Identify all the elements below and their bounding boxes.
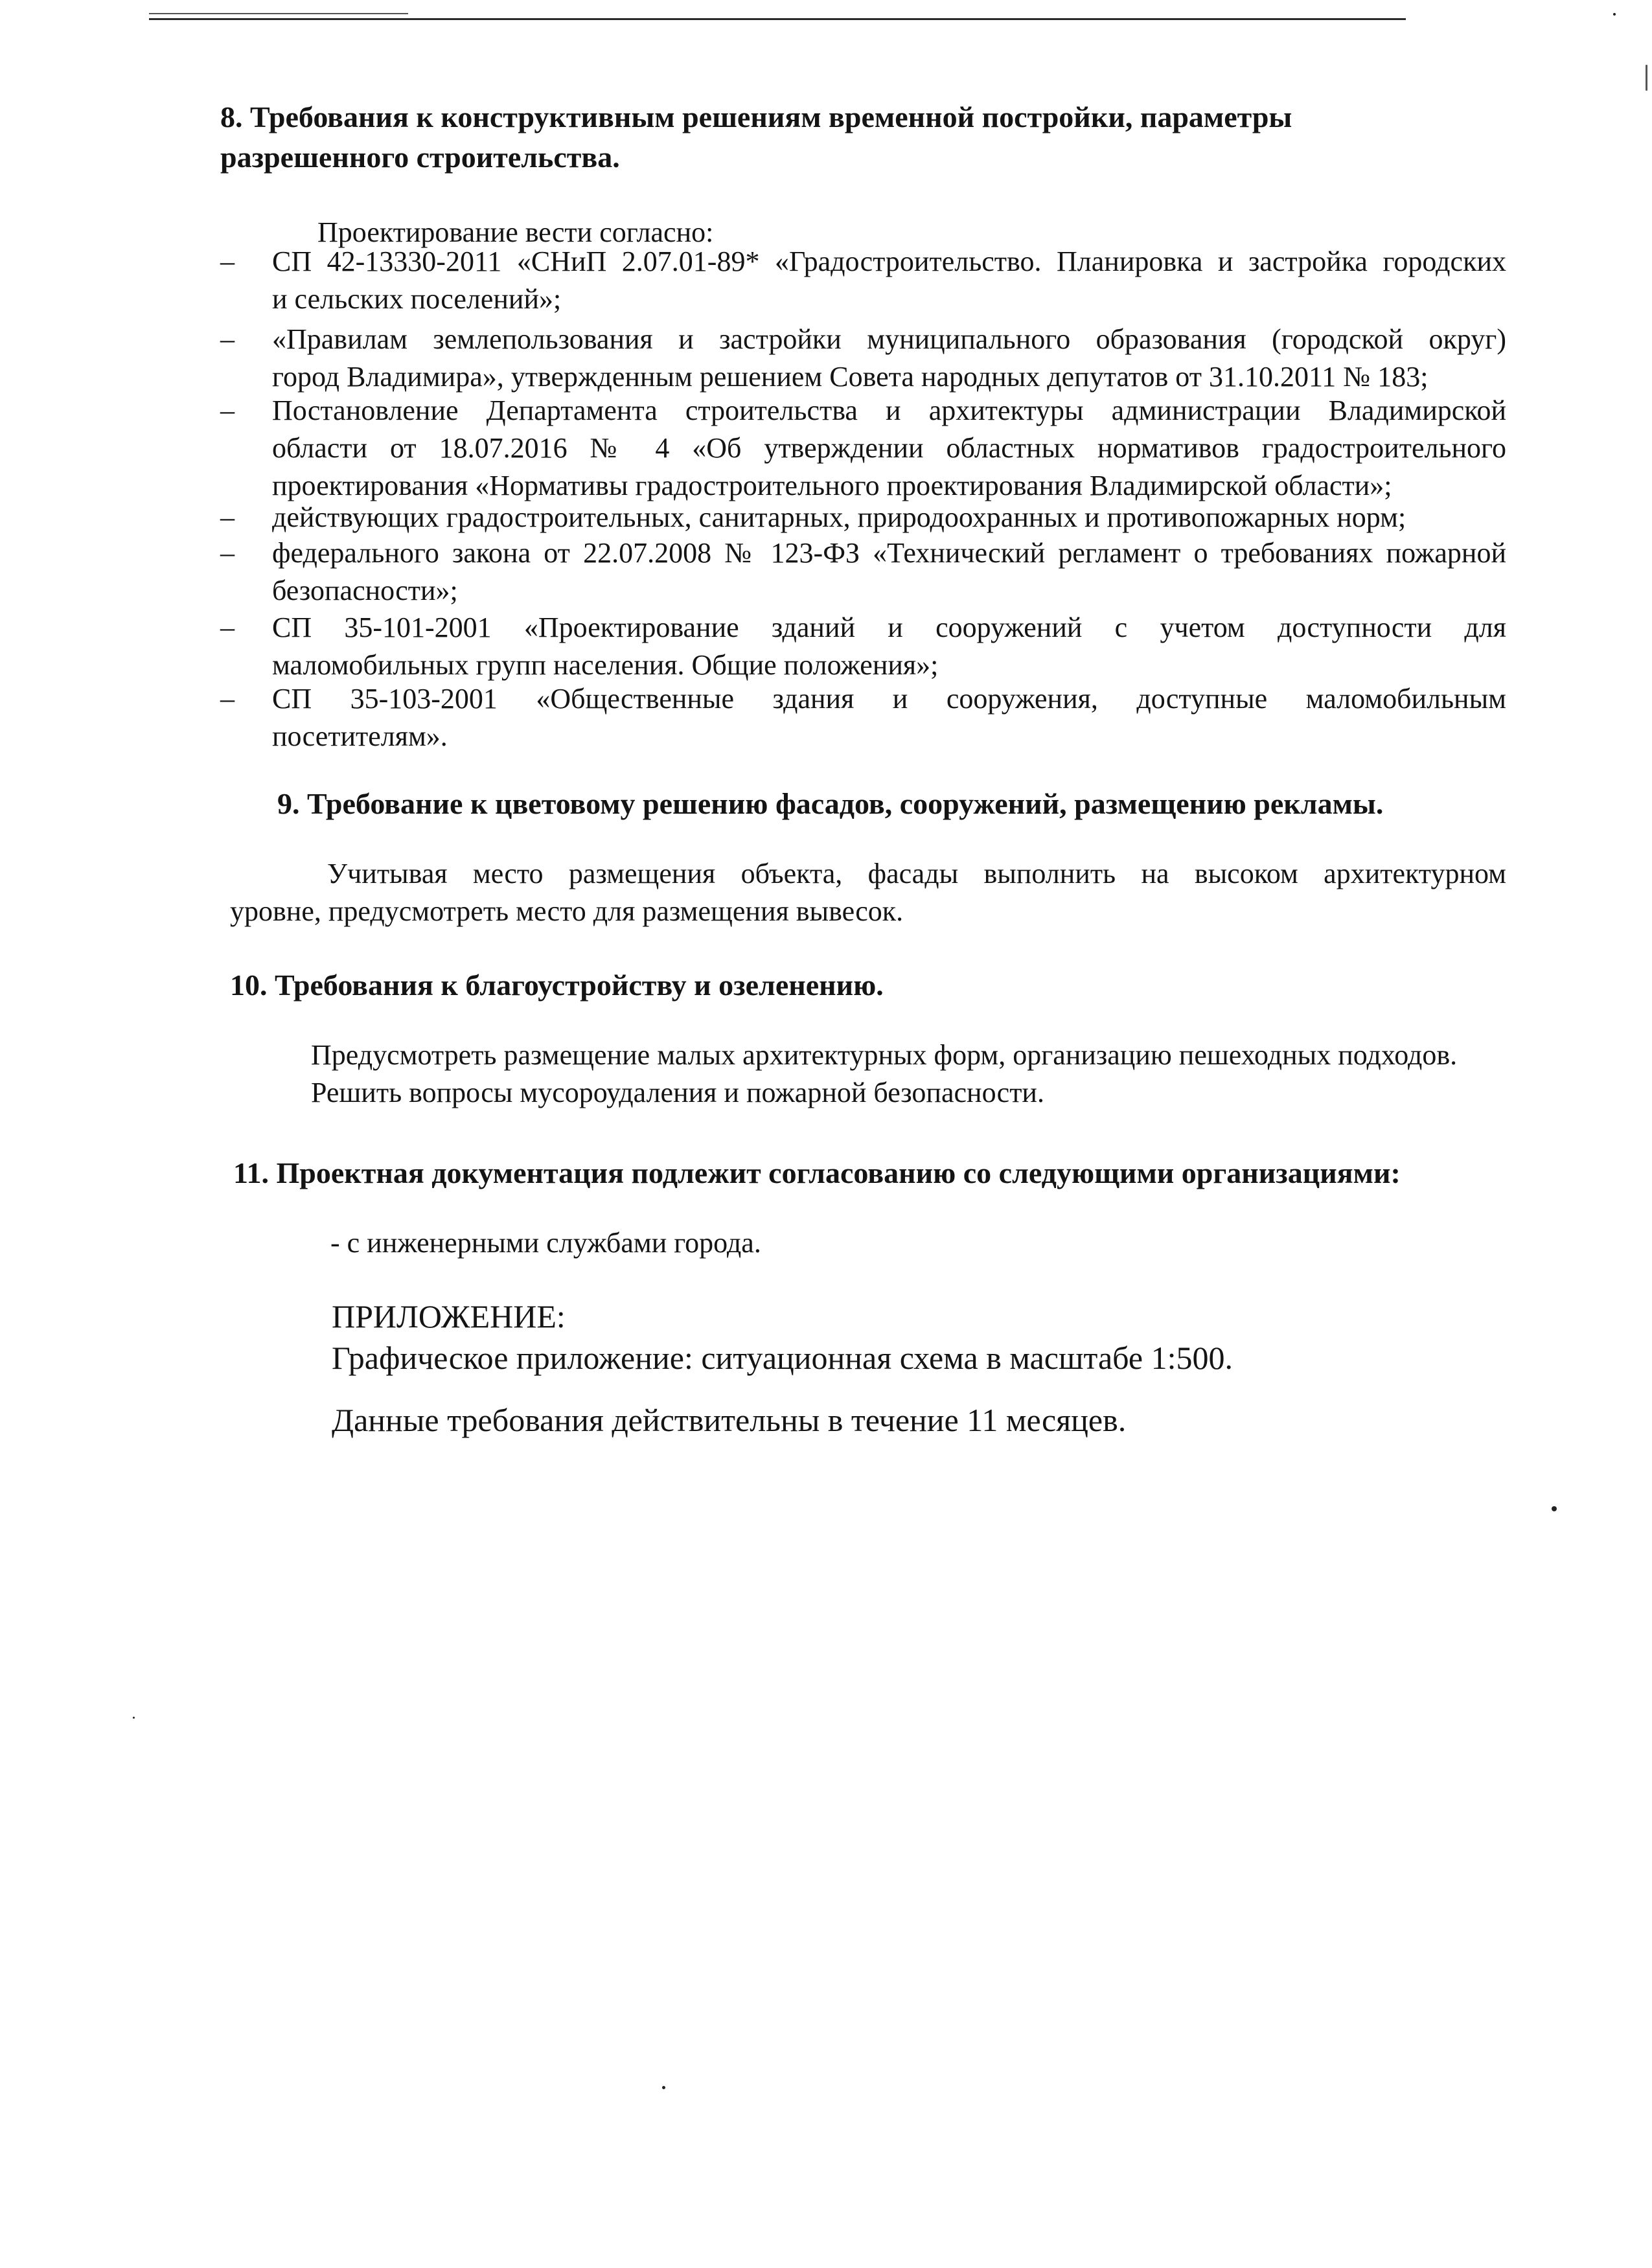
list-item-text <box>272 243 1506 318</box>
list-dash: – <box>220 246 235 277</box>
list-item-line: «Правилам землепользования и застройки муниципального образования (городской округ) <box>272 323 1506 355</box>
list-item-line: действующих градостроительных, санитарных, природоохранных и противопожарных норм; <box>272 501 1406 533</box>
appendix-graphic: Графическое приложение: ситуационная схема в масштабе 1:500. <box>332 1340 1233 1376</box>
appendix-title: ПРИЛОЖЕНИЕ: <box>332 1298 566 1334</box>
section-8-heading <box>220 97 1490 178</box>
list-item-line: СП 35-101-2001 «Проектирование зданий и сооружений с учетом доступности для <box>272 612 1506 643</box>
list-dash: – <box>220 683 235 715</box>
section-10-heading: 10. Требования к благоустройству и озеленению. <box>230 968 884 1002</box>
list-item-text <box>272 499 1506 536</box>
section-9-line2: уровне, предусмотреть место для размещения вывесок. <box>230 895 904 927</box>
list-item-line: маломобильных групп населения. Общие положения»; <box>272 649 939 681</box>
scan-speck <box>662 2086 665 2089</box>
section-11-heading: 11. Проектная документация подлежит согласованию со следующими организациями: <box>233 1156 1401 1189</box>
list-item-line: и сельских поселений»; <box>272 283 562 315</box>
scan-speck <box>133 1717 135 1719</box>
list-item-line: федерального закона от 22.07.2008 № 123-ФЗ «Технический регламент о требованиях пожарной <box>272 537 1506 569</box>
top-rule-short <box>149 13 408 14</box>
list-dash: – <box>220 501 235 533</box>
section-10-line2: Решить вопросы мусороудаления и пожарной безопасности. <box>311 1077 1044 1108</box>
section-9-heading: 9. Требование к цветовому решению фасадов, сооружений, размещению рекламы. <box>277 787 1384 820</box>
list-item-text <box>272 321 1506 396</box>
scan-speck <box>1613 13 1616 16</box>
list-item-line: СП 42-13330-2011 «СНиП 2.07.01-89* «Градостроительство. Планировка и застройка городских <box>272 246 1506 277</box>
section-8-intro: Проектирование вести согласно: <box>317 216 714 248</box>
section-8-heading-line2: разрешенного строительства. <box>220 141 620 174</box>
section-10-line1: Предусмотреть размещение малых архитектурных форм, организацию пешеходных подходов. <box>311 1039 1458 1071</box>
list-item-text <box>272 680 1506 755</box>
list-dash: – <box>220 537 235 569</box>
section-8-heading-line1: 8. Требования к конструктивным решениям временной постройки, параметры <box>220 100 1292 133</box>
list-dash: – <box>220 395 235 426</box>
section-11-item: - с инженерными службами города. <box>330 1227 761 1259</box>
list-item-text <box>272 534 1506 610</box>
scan-speck <box>1552 1506 1557 1511</box>
list-dash: – <box>220 612 235 643</box>
list-item-line: посетителям». <box>272 720 448 752</box>
list-item-line: город Владимира», утвержденным решением Совета народных депутатов от 31.10.2011 № 183; <box>272 361 1428 393</box>
list-item-line: проектирования «Нормативы градостроительного проектирования Владимирской области»; <box>272 470 1392 501</box>
top-rule <box>149 18 1406 20</box>
list-dash: – <box>220 323 235 355</box>
list-item-text <box>272 392 1506 505</box>
list-item-line: СП 35-103-2001 «Общественные здания и сооружения, доступные маломобильным <box>272 683 1506 715</box>
list-item-line: безопасности»; <box>272 575 458 606</box>
section-9-line1: Учитывая место размещения объекта, фасады выполнить на высоком архитектурном <box>327 858 1506 889</box>
list-item-line: области от 18.07.2016 № 4 «Об утверждении областных нормативов градостроительного <box>272 432 1506 464</box>
scan-edge-mark <box>1646 65 1647 91</box>
list-item-text <box>272 609 1506 684</box>
appendix-validity: Данные требования действительны в течение 11 месяцев. <box>332 1402 1127 1438</box>
list-item-line: Постановление Департамента строительства и архитектуры администрации Владимирской <box>272 395 1506 426</box>
